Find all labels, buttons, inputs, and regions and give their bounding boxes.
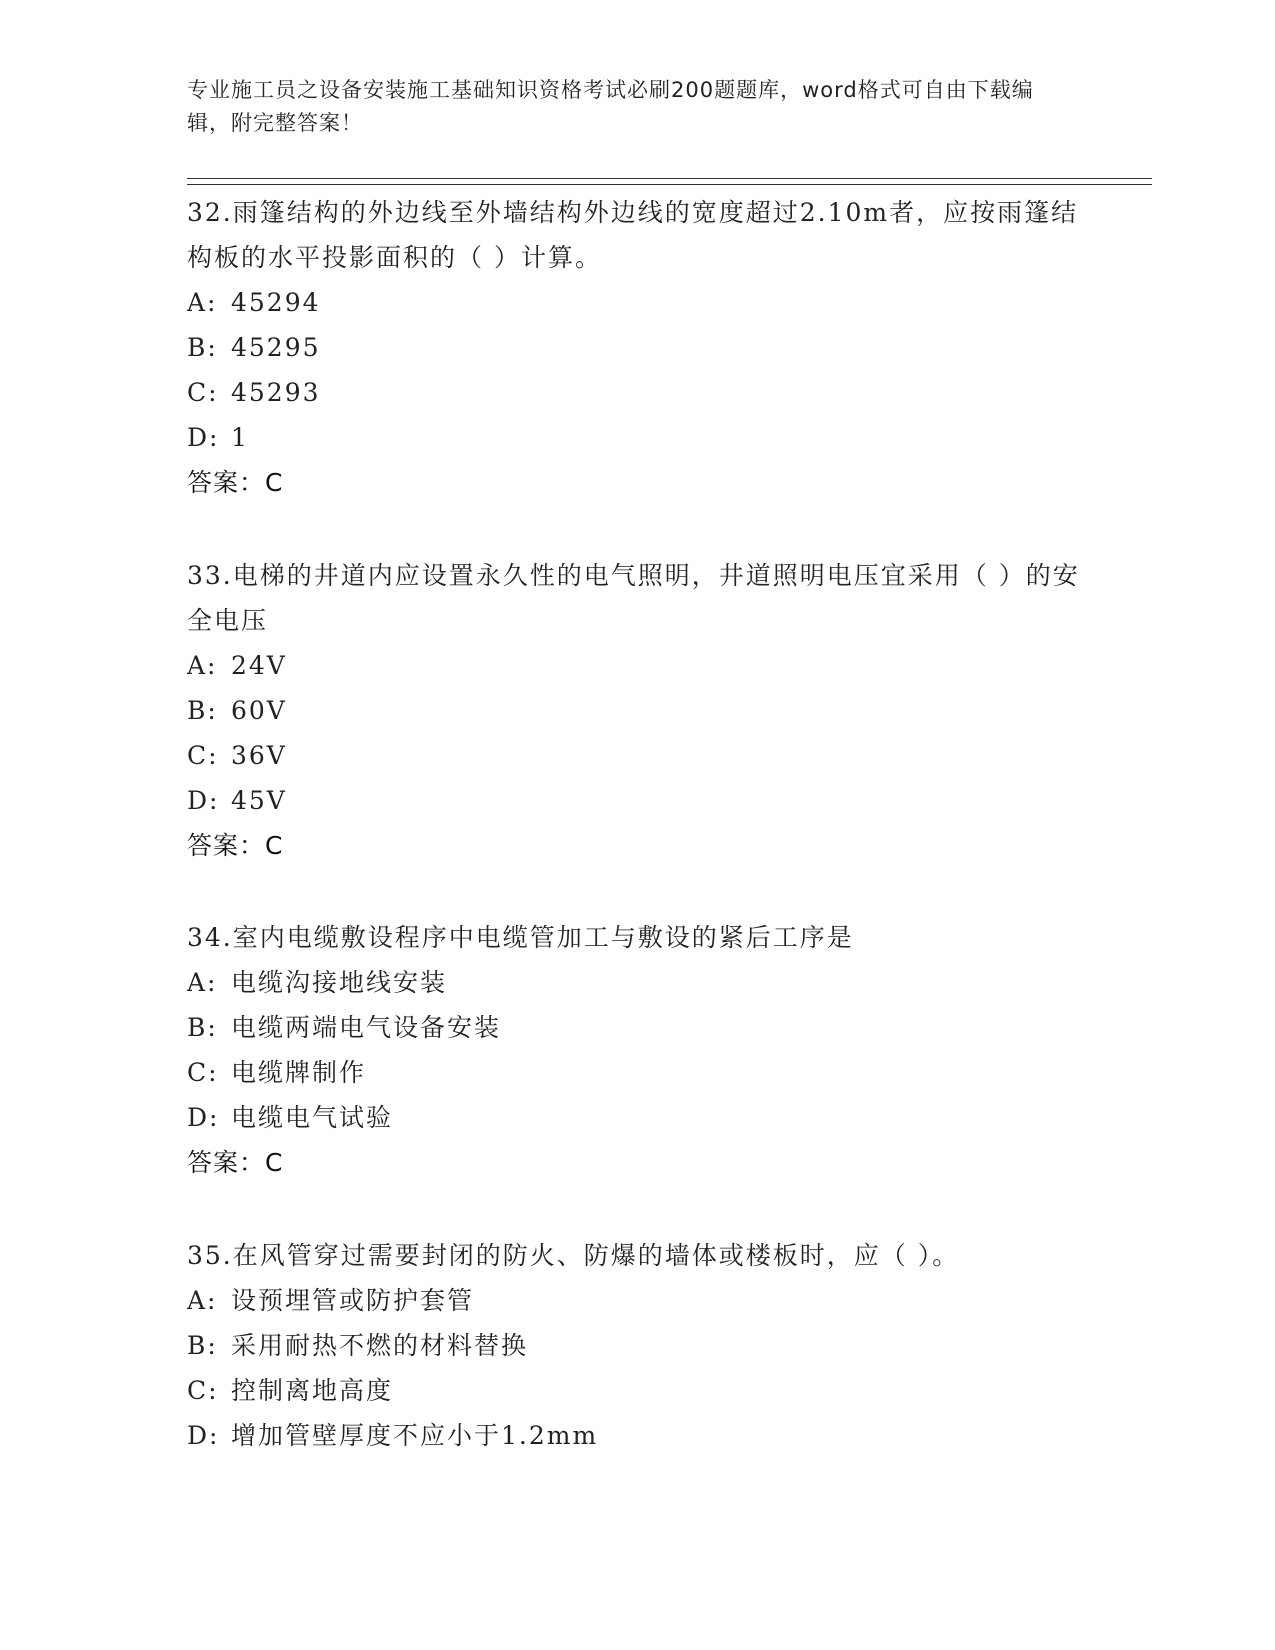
option-c xyxy=(187,733,1087,778)
option-a xyxy=(187,280,1087,325)
option-letter: B: xyxy=(187,333,218,362)
option-letter: A: xyxy=(187,968,218,997)
option-b xyxy=(187,325,1087,370)
option-b xyxy=(187,1005,1087,1050)
option-text: 电缆牌制作 xyxy=(231,1058,367,1087)
option-letter: D: xyxy=(187,1421,220,1450)
option-text: 24V xyxy=(231,651,287,680)
option-a xyxy=(187,643,1087,688)
option-letter: B: xyxy=(187,1331,218,1360)
option-d xyxy=(187,778,1087,823)
question-stem: 35.在风管穿过需要封闭的防火、防爆的墙体或楼板时，应（ ）。 xyxy=(187,1241,960,1270)
question-stem: 33.电梯的井道内应设置永久性的电气照明，井道照明电压宜采用（ ）的安全电压 xyxy=(187,561,1080,635)
option-b xyxy=(187,1323,1087,1368)
option-letter: B: xyxy=(187,696,218,725)
option-letter: D: xyxy=(187,786,220,815)
answer-label: 答案：C xyxy=(187,1148,284,1177)
option-letter: D: xyxy=(187,1103,220,1132)
answer-label: 答案：C xyxy=(187,831,284,860)
option-text: 36V xyxy=(231,741,287,770)
option-d xyxy=(187,1413,1087,1458)
question-33 xyxy=(187,553,1087,868)
option-letter: D: xyxy=(187,423,220,452)
option-text: 电缆沟接地线安装 xyxy=(231,968,448,997)
option-text: 45294 xyxy=(231,288,321,317)
header-divider-top xyxy=(187,178,1152,179)
option-text: 电缆电气试验 xyxy=(231,1103,394,1132)
option-b xyxy=(187,688,1087,733)
answer-label: 答案：C xyxy=(187,468,284,497)
option-letter: A: xyxy=(187,651,218,680)
option-c xyxy=(187,1050,1087,1095)
document-header: 专业施工员之设备安装施工基础知识资格考试必刷200题题库，word格式可自由下载编辑，附完整答案！ xyxy=(187,78,1034,135)
question-stem: 34.室内电缆敷设程序中电缆管加工与敷设的紧后工序是 xyxy=(187,923,854,952)
option-text: 45293 xyxy=(231,378,321,407)
option-c xyxy=(187,370,1087,415)
question-34 xyxy=(187,915,1087,1185)
header-divider-bottom xyxy=(187,184,1152,185)
question-stem: 32.雨篷结构的外边线至外墙结构外边线的宽度超过2.10m者，应按雨篷结构板的水平投影面积的（ ）计算。 xyxy=(187,198,1079,272)
question-35 xyxy=(187,1233,1087,1458)
option-text: 设预埋管或防护套管 xyxy=(231,1286,475,1315)
option-c xyxy=(187,1368,1087,1413)
option-letter: B: xyxy=(187,1013,218,1042)
option-text: 控制离地高度 xyxy=(231,1376,394,1405)
question-32 xyxy=(187,190,1087,505)
option-text: 电缆两端电气设备安装 xyxy=(231,1013,502,1042)
option-text: 60V xyxy=(231,696,287,725)
option-letter: A: xyxy=(187,1286,218,1315)
option-text: 45295 xyxy=(231,333,321,362)
option-a xyxy=(187,960,1087,1005)
option-text: 45V xyxy=(231,786,287,815)
option-d xyxy=(187,1095,1087,1140)
option-letter: C: xyxy=(187,741,219,770)
option-text: 增加管壁厚度不应小于1.2mm xyxy=(231,1421,599,1450)
option-letter: A: xyxy=(187,288,218,317)
option-text: 采用耐热不燃的材料替换 xyxy=(231,1331,529,1360)
option-d xyxy=(187,415,1087,460)
option-letter: C: xyxy=(187,1376,219,1405)
option-a xyxy=(187,1278,1087,1323)
option-text: 1 xyxy=(231,423,249,452)
option-letter: C: xyxy=(187,1058,219,1087)
option-letter: C: xyxy=(187,378,219,407)
